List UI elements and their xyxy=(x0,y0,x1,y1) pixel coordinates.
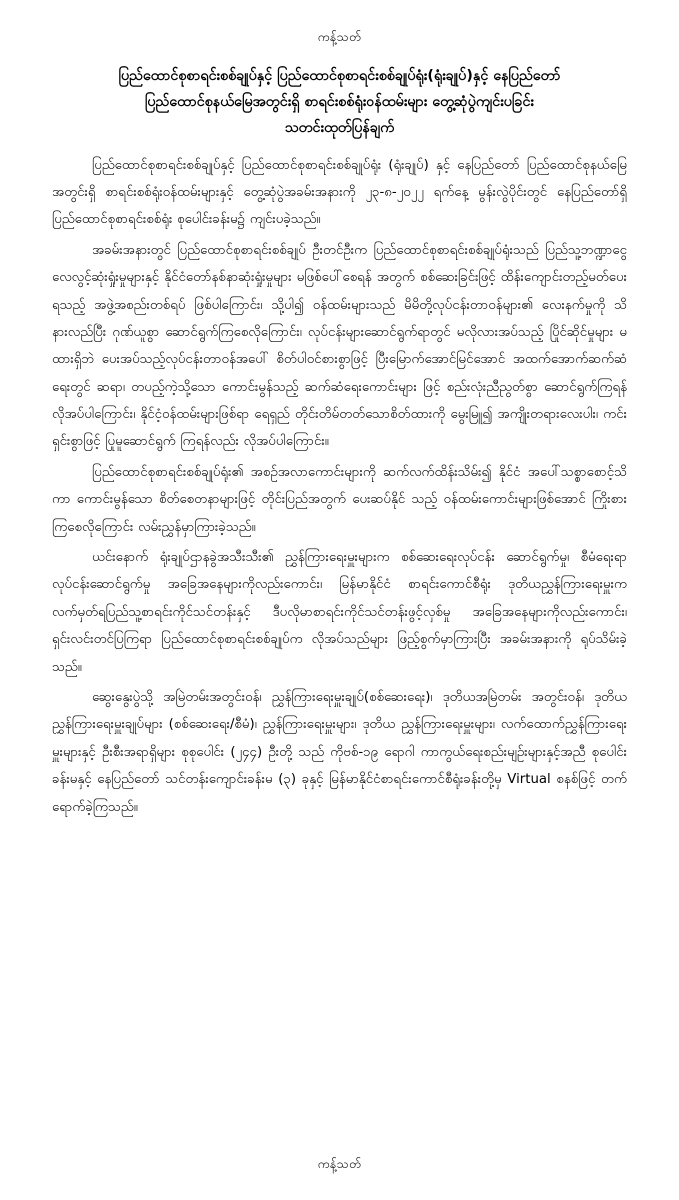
title-line-3: သတင်းထုတ်ပြန်ချက် xyxy=(284,120,395,137)
paragraph: ပြည်ထောင်စုစာရင်းစစ်ချုပ်နှင့် ပြည်ထောင်စုစာရင်းစစ်ချုပ်ရုံး (ရုံးချုပ်) နှင့် နေပြည်တော် ပြည်ထောင်စုနယ်မြေအတွင်းရှိ စာရင်းစစ်ရုံးဝန်ထမ်းများနှင့် တွေ့ဆုံပွဲအခမ်းအနားကို ၂၃-၈-၂၀၂၂ ရက်နေ့ မွန်းလွဲပိုင်းတွင် နေပြည်တော်ရှိ ပြည်ထောင်စုစာရင်းစစ်ရုံး စုပေါင်းခန်းမ၌ ကျင်းပခဲ့သည်။ xyxy=(52,157,627,228)
footer-restriction-mark: ကန့်သတ် xyxy=(317,1156,362,1172)
paragraph: ဆွေးနွေးပွဲသို့ အမြဲတမ်းအတွင်းဝန်၊ ညွှန်ကြားရေးမှူးချုပ်(စစ်ဆေးရေး)၊ ဒုတိယအမြဲတမ်း အတွင်းဝန်၊ ဒုတိယညွှန်ကြားရေးမှူးချုပ်များ (စစ်ဆေးရေး/စီမံ)၊ ညွှန်ကြားရေးမှူးများ၊ ဒုတိယ ညွှန်ကြားရေးမှူးများ၊ လက်ထောက်ညွှန်ကြားရေးမှူးများနှင့် ဦးစီးအရာရှိများ စုစုပေါင်း (၂၄၄) ဦးတို့ သည် ကိုဗစ်-၁၉ ရောဂါ ကာကွယ်ရေးစည်းမျဉ်းများနှင့်အညီ စုပေါင်းခန်းမနှင့် နေပြည်တော် သင်တန်းကျောင်းခန်းမ (၃) ခုနှင့် မြန်မာနိုင်ငံစာရင်းကောင်စီရုံးခန်းတို့မှ Virtual စနစ်ဖြင့် တက်ရောက်ခဲ့ကြသည်။ xyxy=(52,689,627,815)
paragraph: ပြည်ထောင်စုစာရင်းစစ်ချုပ်ရုံး၏ အစဉ်အလာကောင်းများကို ဆက်လက်ထိန်းသိမ်း၍ နိုင်ငံ အပေါ်သစ္စာစောင့်သိကာ ကောင်းမွန်သော စိတ်စေတနာများဖြင့် တိုင်းပြည်အတွက် ပေးဆပ်နိုင် သည့် ဝန်ထမ်းကောင်းများဖြစ်အောင် ကြိုးစားကြစေလိုကြောင်း လမ်းညွှန်မှာကြားခဲ့သည်။ xyxy=(52,464,627,535)
paragraph: ယင်းနောက် ရုံးချုပ်ဌာနခွဲအသီးသီး၏ ညွှန်ကြားရေးမှူးများက စစ်ဆေးရေးလုပ်ငန်း ဆောင်ရွက်မှု၊ စီမံရေးရာလုပ်ငန်းဆောင်ရွက်မှု အခြေအနေများကိုလည်းကောင်း၊ မြန်မာနိုင်ငံ စာရင်းကောင်စီရုံး ဒုတိယညွှန်ကြားရေးမှူးက လက်မှတ်ရပြည်သူ့စာရင်းကိုင်သင်တန်းနှင့် ဒီပလိုမာစာရင်းကိုင်သင်တန်းဖွင့်လှစ်မှု အခြေအနေများကိုလည်းကောင်း၊ ရှင်းလင်းတင်ပြကြရာ ပြည်ထောင်စုစာရင်းစစ်ချုပ်က လိုအပ်သည်များ ဖြည့်စွက်မှာကြားပြီး အခမ်းအနားကို ရုပ်သိမ်းခဲ့ သည်။ xyxy=(52,550,627,675)
page-title xyxy=(52,63,627,142)
document-body xyxy=(52,152,627,1122)
title-line-1: ပြည်ထောင်စုစာရင်းစစ်ချုပ်နှင့် ပြည်ထောင်စုစာရင်းစစ်ချုပ်ရုံး(ရုံးချုပ်)နှင့် နေပြည်တော် xyxy=(118,67,561,84)
paragraph: အခမ်းအနားတွင် ပြည်ထောင်စုစာရင်းစစ်ချုပ် ဦးတင်ဦးက ပြည်ထောင်စုစာရင်းစစ်ချုပ်ရုံးသည် ပြည်သူ့ဘဏ္ဍာငွေ လေလွင့်ဆုံးရှုံးမှုများနှင့် နိုင်ငံတော်နစ်နာဆုံးရှုံးမှုများ မဖြစ်ပေါ်စေရန် အတွက် စစ်ဆေးခြင်းဖြင့် ထိန်းကျောင်းတည့်မတ်ပေးရသည့် အဖွဲ့အစည်းတစ်ရပ် ဖြစ်ပါကြောင်း၊ သို့ပါ၍ ဝန်ထမ်းများသည် မိမိတို့လုပ်ငန်းတာဝန်များ၏ လေးနက်မှုကို သိနားလည်ပြီး ဂုဏ်ယူစွာ ဆောင်ရွက်ကြစေလိုကြောင်း၊ လုပ်ငန်းများဆောင်ရွက်ရာတွင် မလိုလားအပ်သည့် ပြိုင်ဆိုင်မှုများ မထားရှိဘဲ ပေးအပ်သည့်လုပ်ငန်းတာဝန်အပေါ် စိတ်ပါဝင်စားစွာဖြင့် ပြီးမြောက်အောင်မြင်အောင် အထက်အောက်ဆက်ဆံရေးတွင် ဆရာ၊ တပည့်ကဲ့သို့သော ကောင်းမွန်သည့် ဆက်ဆံရေးကောင်းများ ဖြင့် စည်းလုံးညီညွတ်စွာ ဆောင်ရွက်ကြရန် လိုအပ်ပါကြောင်း၊ နိုင်ငံ့ဝန်ထမ်းများဖြစ်ရာ ရေရှည် တိုင်းတိမ်တတ်သောစိတ်ထားကို မွေးမြူ၍ အကျိုးတရားလေးပါး၊ ကင်းရှင်းစွာဖြင့် ပြုမူဆောင်ရွက် ကြရန်လည်း လိုအပ်ပါကြောင်း။ xyxy=(52,242,627,450)
title-line-2: ပြည်ထောင်စုနယ်မြေအတွင်းရှိ စာရင်းစစ်ရုံးဝန်ထမ်းများ တွေ့ဆုံပွဲကျင်းပခြင်း xyxy=(144,94,535,111)
header-restriction-mark: ကန့်သတ် xyxy=(317,29,362,44)
